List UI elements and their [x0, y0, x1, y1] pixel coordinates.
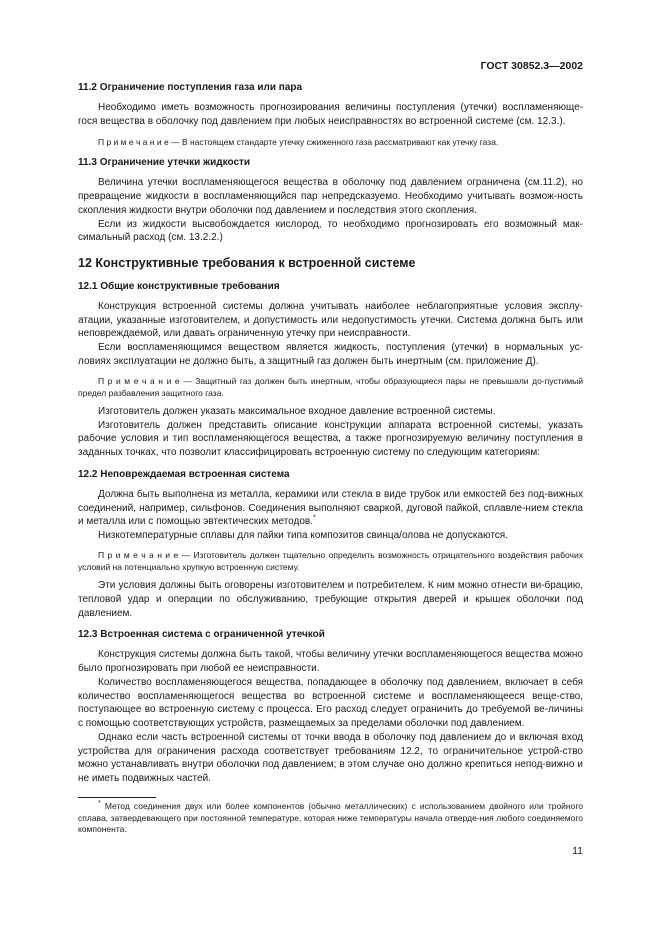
section-12-1-paragraph-4: Изготовитель должен представить описание конструкции аппарата встроенной системы, указать рабочие условия и тип воспламеняющегося вещества, а также прогнозируемую величину поступления в заданных точках, что позволит классифицировать встроенную систему по следующим категориям:	[78, 419, 583, 459]
section-12-2-paragraph-1	[78, 488, 583, 529]
footnote-divider	[78, 797, 156, 798]
section-12-heading: 12 Конструктивные требования к встроенной системе	[78, 256, 416, 271]
main-content	[78, 81, 583, 786]
section-12-1-paragraph-2: Если воспламеняющимся веществом является жидкость, поступления (утечки) в нормальных ус-ловиях эксплуатации не должно быть, а защитный газ должен быть инертным (см. приложение Д).	[78, 342, 583, 367]
section-12-2-paragraph-2: Низкотемпературные сплавы для пайки типа композитов свинца/олова не допускаются.	[98, 530, 508, 542]
note-text: — В настоящем стандарте утечку сжиженного газа рассматривают как утечку газа.	[168, 137, 499, 148]
section-12-3-paragraph-1: Конструкция системы должна быть такой, чтобы величину утечки воспламеняющегося вещества можно было прогнозировать при любой ее неисправности.	[78, 649, 583, 674]
section-12-1-note	[78, 375, 583, 399]
section-11-3-heading: 11.3 Ограничение утечки жидкости	[78, 157, 251, 169]
page-number: 11	[572, 845, 583, 857]
section-12-3-paragraph-2: Количество воспламеняющегося вещества, попадающее в оболочку под давлением, включает в себя количество воспламеняющегося вещества во встроенной системе и воспламеняющееся веще-ство, поступающее во встроенную систему с процесса. Его расход следует ограничить до требуемой ве-личины с помощью соответствующих устройств, размещаемых за пределами оболочки под давлением.	[78, 676, 583, 730]
section-11-3-paragraph-1: Величина утечки воспламеняющегося вещества в оболочку под давлением ограничена (см.11.2), но превращение жидкости в воспламеняющийся пар непредсказуемо. Необходимо учитывать возмож-ность скопления жидкости внутри оболочки под давлением и последствия этого скопления.	[78, 177, 583, 216]
section-12-2-paragraph-3: Эти условия должны быть оговорены изготовителем и потребителем. К ним можно отнести ви-брацию, тепловой удар и операции по обслуживанию, требующие открытия дверей и крышек оболочки под давлением.	[78, 579, 583, 619]
note-label: П р и м е ч а н и е	[98, 549, 179, 560]
section-12-3-paragraph-3: Однако если часть встроенной системы от точки ввода в оболочку под давлением до и включая вход устройства для ограничения расхода соответствует требованиям 12.2, то ограничительное устрой-ство можно устанавливать внутри оболочки под давлением; в этом случае оно должно крепиться непод-вижно и не иметь подвижных частей.	[78, 731, 583, 785]
footnote-mark: *	[98, 800, 101, 808]
section-12-3-heading: 12.3 Встроенная система с ограниченной утечкой	[78, 629, 325, 641]
section-12-1-paragraph-3: Изготовитель должен указать максимальное входное давление встроенной системы.	[98, 405, 496, 417]
note-text: — Защитный газ должен быть инертным, чтобы образующиеся пары не превышали до-пустимый предел разбавления защитного газа.	[78, 375, 583, 398]
note-label: П р и м е ч а н и е	[98, 137, 169, 148]
section-12-1-heading: 12.1 Общие конструктивные требования	[78, 280, 280, 292]
section-12-2-note	[78, 549, 583, 573]
section-11-2-paragraph: Необходимо иметь возможность прогнозирования величины поступления (утечки) воспламеняюще-гося вещества в оболочку под давлением при любых неисправностях во встроенной системе (см. 12.3.).	[78, 101, 583, 127]
section-11-2-note	[78, 136, 583, 148]
footnote-reference: *	[313, 515, 316, 522]
footnote-text: Метод соединения двух или более компонентов (обычно металлических) с использованием двойного или тройного сплава, затвердевающего при постоянной температуре, которая ниже температуры начала отверде-ния любого соединяемого компонента.	[78, 801, 583, 835]
paragraph-text: Должна быть выполнена из металла, керамики или стекла в виде трубок или емкостей без под-вижных соединений, например, сильфонов. Соединения выполняют сваркой, дуговой пайкой, сплавле-нием стекла и металла или с помощью эвтектических методов.	[78, 488, 583, 528]
section-11-2-heading: 11.2 Ограничение поступления газа или пара	[78, 82, 303, 93]
note-label: П р и м е ч а н и е	[98, 375, 180, 386]
section-12-2-heading: 12.2 Неповреждаемая встроенная система	[78, 468, 290, 480]
section-11-3-paragraph-2: Если из жидкости высвобождается кислород, то необходимо прогнозировать его возможный мак-симальный расход (см. 13.2.2.)	[78, 218, 583, 244]
footnote	[78, 801, 583, 836]
note-text: — Изготовитель должен тщательно определить возможность отрицательного воздействия рабочих условий на потенциально хрупкую встроенную систему.	[78, 549, 583, 572]
standard-header: ГОСТ 30852.3—2002	[480, 60, 583, 72]
section-12-1-paragraph-1: Конструкция встроенной системы должна учитывать наиболее неблагоприятные условия эксплу-атации, указанные изготовителем, и допустимость или недопустимость утечки. Система должна быть или неповреждаемой, или давать ограниченную утечку при неисправности.	[78, 300, 583, 340]
